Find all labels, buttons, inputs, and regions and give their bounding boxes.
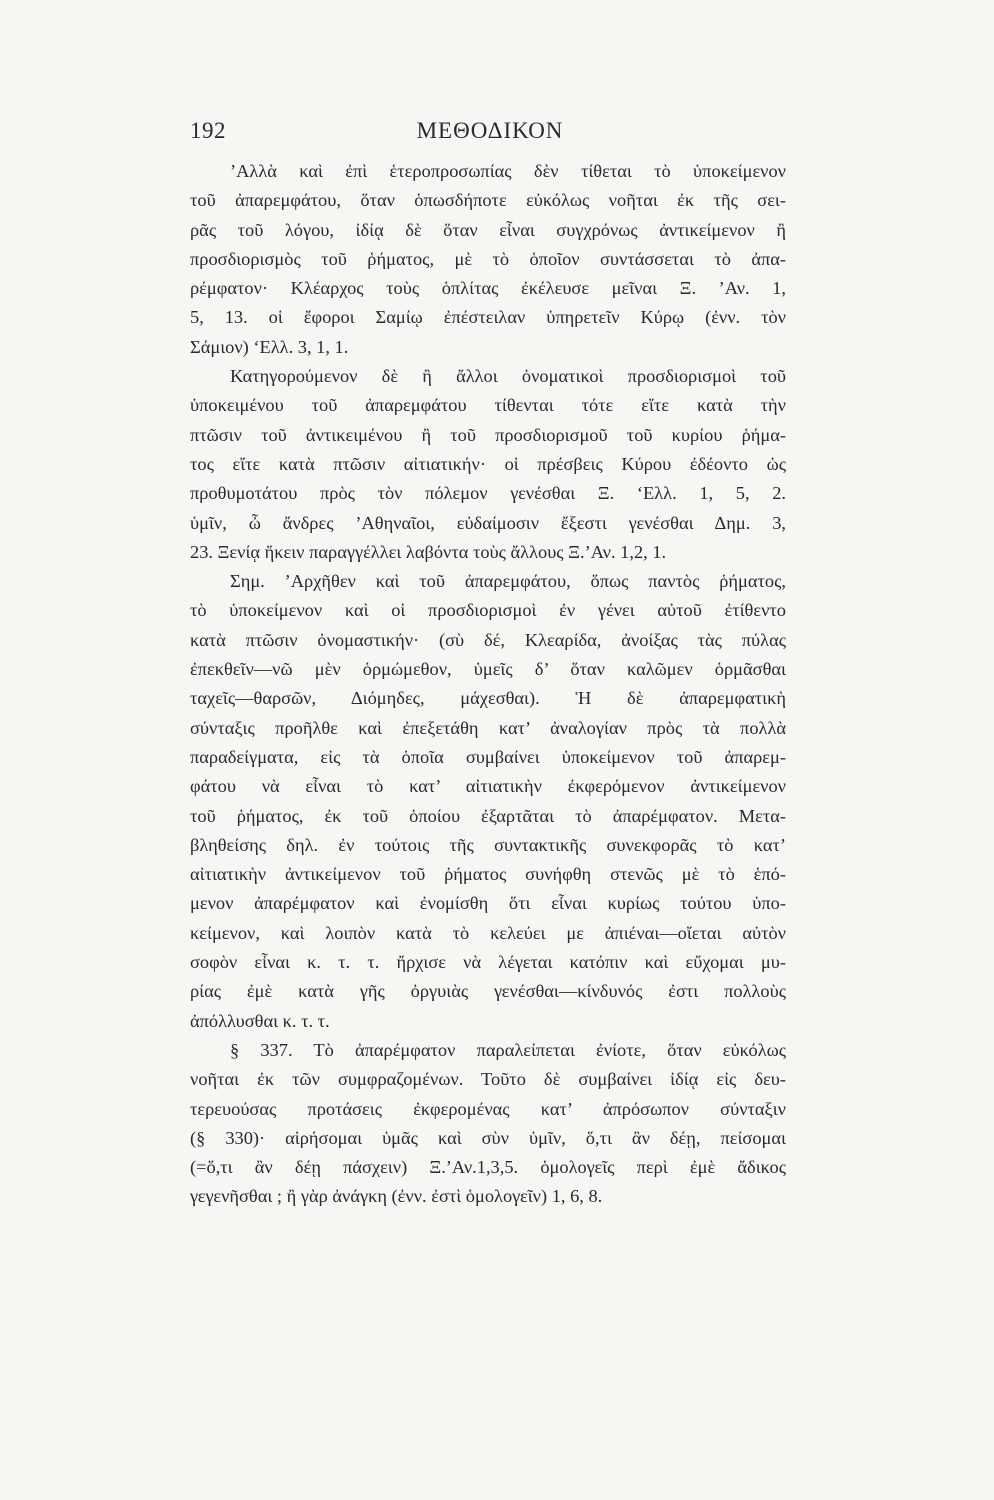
text-line: 23. Ξενίᾳ ἥκειν παραγγέλλει λαβόντα τοὺς ἄλλους Ξ.’Αν. 1,2, 1. (190, 541, 667, 562)
page-header (190, 118, 790, 148)
text-line: (=ὅ,τι ἂν δέῃ πάσχειν) Ξ.’Αν.1,3,5. ὁμολογεῖς περὶ ἐμὲ ἄδικος (190, 1157, 786, 1178)
text-line: τος εἴτε κατὰ πτῶσιν αἰτιατικήν· οἱ πρέσβεις Κύρου ἐδέοντο ὡς (190, 453, 786, 474)
text-line: σύνταξις προῆλθε καὶ ἐπεξετάθη κατ’ ἀναλογίαν πρὸς τὰ πολλὰ (190, 717, 786, 738)
text-line: ἐπεκθεῖν—νῶ μὲν ὁρμώμεθον, ὑμεῖς δ’ ὅταν καλῶμεν ὁρμᾶσθαι (190, 659, 786, 680)
page-number: 192 (190, 118, 226, 143)
body-text (190, 157, 786, 1212)
text-line: ρίας ἐμὲ κατὰ γῆς ὀργυιὰς γενέσθαι—κίνδυνός ἐστι πολλοὺς (190, 981, 786, 1002)
text-line: ἀπόλλυσθαι κ. τ. τ. (190, 1010, 330, 1031)
text-line: μενον ἀπαρέμφατον καὶ ἐνομίσθη ὅτι εἶναι κυρίως τούτου ὑπο- (190, 893, 786, 914)
running-title: ΜΕΘΟΔΙΚΟΝ (416, 118, 564, 143)
text-line: τοῦ ἀπαρεμφάτου, ὅταν ὁπωσδήποτε εὐκόλως νοῆται ἐκ τῆς σει- (190, 190, 786, 211)
text-line: παραδείγματα, εἰς τὰ ὁποῖα συμβαίνει ὑποκείμενον τοῦ ἀπαρεμ- (190, 746, 786, 767)
text-line: φάτου νὰ εἶναι τὸ κατ’ αἰτιατικὴν ἐκφερόμενον ἀντικείμενον (190, 776, 786, 797)
text-line: αἰτιατικὴν ἀντικείμενον τοῦ ῥήματος συνήφθη στενῶς μὲ τὸ ἑπό- (190, 864, 786, 885)
text-line: Σάμιον) ‘Ελλ. 3, 1, 1. (190, 336, 349, 357)
text-line: κείμενον, καὶ λοιπὸν κατὰ τὸ κελεύει με ἀπιέναι—οἴεται αὐτὸν (190, 922, 786, 943)
text-line: ρέμφατον· Κλέαρχος τοὺς ὁπλίτας ἐκέλευσε μεῖναι Ξ. ’Αν. 1, (190, 278, 786, 299)
text-line: τερευούσας προτάσεις ἐκφερομένας κατ’ ἀπρόσωπον σύνταξιν (190, 1098, 786, 1119)
text-line: προσδιορισμὸς τοῦ ῥήματος, μὲ τὸ ὁποῖον συντάσσεται τὸ ἀπα- (190, 248, 786, 269)
text-line: ’Αλλὰ καὶ ἐπὶ ἑτεροπροσωπίας δὲν τίθεται τὸ ὑποκείμενον (230, 161, 786, 181)
text-line: ταχεῖς—θαρσῶν, Διόμηδες, μάχεσθαι). Ἡ δὲ ἀπαρεμφατικὴ (190, 688, 786, 709)
text-line: ὑποκειμένου τοῦ ἀπαρεμφάτου τίθενται τότε εἴτε κατὰ τὴν (190, 395, 786, 416)
text-line: § 337. Τὸ ἀπαρέμφατον παραλείπεται ἐνίοτε, ὅταν εὐκόλως (230, 1039, 786, 1060)
text-line: νοῆται ἐκ τῶν συμφραζομένων. Τοῦτο δὲ συμβαίνει ἰδίᾳ εἰς δευ- (190, 1069, 786, 1090)
text-line: βληθείσης δηλ. ἐν τούτοις τῆς συντακτικῆς συνεκφορᾶς τὸ κατ’ (190, 834, 786, 855)
text-line: ὑμῖν, ὦ ἄνδρες ’Αθηναῖοι, εὐδαίμοσιν ἔξεστι γενέσθαι Δημ. 3, (190, 512, 786, 533)
text-line: γεγενῆσθαι ; ἢ γὰρ ἀνάγκη (ἐνν. ἐστὶ ὁμολογεῖν) 1, 6, 8. (190, 1186, 603, 1207)
text-line: Σημ. ’Αρχῆθεν καὶ τοῦ ἀπαρεμφάτου, ὅπως παντὸς ῥήματος, (230, 571, 786, 592)
text-line: ρᾶς τοῦ λόγου, ἰδίᾳ δὲ ὅταν εἶναι συγχρόνως ἀντικείμενον ἢ (190, 219, 786, 240)
text-line: κατὰ πτῶσιν ὀνομαστικήν· (σὺ δέ, Κλεαρίδα, ἀνοίξας τὰς πύλας (190, 629, 786, 650)
text-line: πτῶσιν τοῦ ἀντικειμένου ἢ τοῦ προσδιορισμοῦ τοῦ κυρίου ῥήμα- (190, 424, 786, 445)
text-line: σοφὸν εἶναι κ. τ. τ. ἤρχισε νὰ λέγεται κατόπιν καὶ εὔχομαι μυ- (190, 952, 786, 973)
text-line: προθυμοτάτου πρὸς τὸν πόλεμον γενέσθαι Ξ. ‘Ελλ. 1, 5, 2. (190, 483, 786, 504)
text-line: τὸ ὑποκείμενον καὶ οἱ προσδιορισμοὶ ἐν γένει αὐτοῦ ἐτίθεντο (190, 600, 786, 621)
text-line: τοῦ ῥήματος, ἐκ τοῦ ὁποίου ἐξαρτᾶται τὸ ἀπαρέμφατον. Μετα- (190, 805, 786, 826)
text-line: 5, 13. οἱ ἔφοροι Σαμίῳ ἐπέστειλαν ὑπηρετεῖν Κύρῳ (ἐνν. τὸν (190, 307, 786, 328)
text-line: (§ 330)· αἱρήσομαι ὑμᾶς καὶ σὺν ὑμῖν, ὅ,τι ἂν δέῃ, πείσομαι (190, 1127, 786, 1148)
text-line: Κατηγορούμενον δὲ ἢ ἄλλοι ὀνοματικοὶ προσδιορισμοὶ τοῦ (230, 366, 786, 387)
